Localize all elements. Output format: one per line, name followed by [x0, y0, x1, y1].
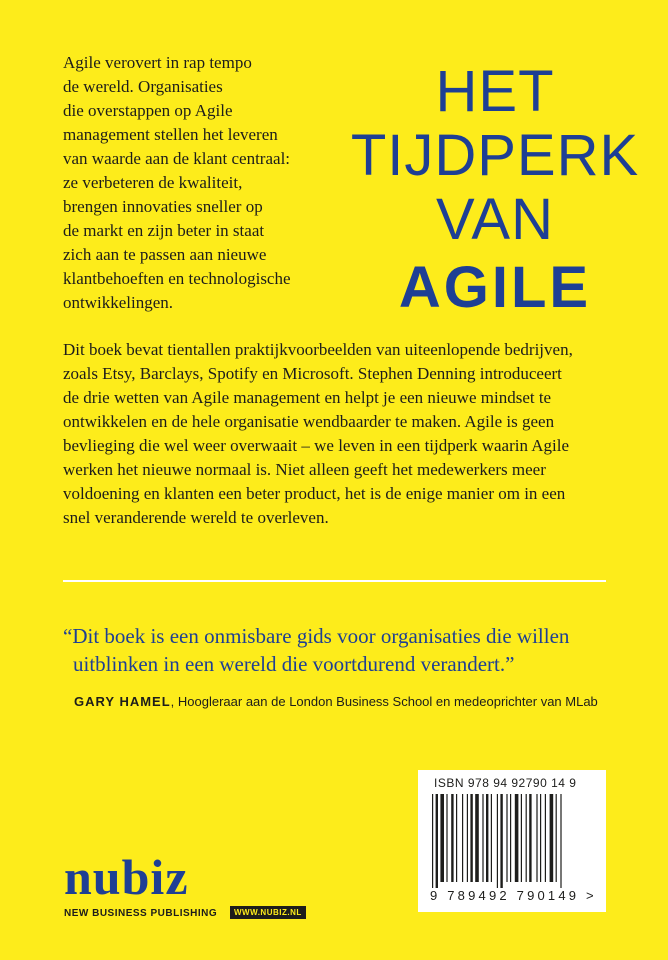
body-line: voldoening en klanten een beter product, het is de enige manier om in een	[63, 484, 566, 503]
title-line-tijdperk: TIJDPERK	[350, 123, 640, 188]
endorsement-quote	[63, 622, 623, 678]
author-role: , Hoogleraar aan de London Business School en medeoprichter van MLab	[170, 694, 598, 709]
body-line: zoals Etsy, Barclays, Spotify en Microsoft. Stephen Denning introduceert	[63, 364, 562, 383]
quote-attribution	[74, 694, 598, 709]
publisher-tagline: NEW BUSINESS PUBLISHING	[64, 908, 218, 919]
divider-line	[63, 580, 606, 582]
publisher-logo: nubiz	[64, 849, 189, 905]
title-line-het: HET	[435, 59, 555, 124]
intro-paragraph	[63, 51, 363, 315]
barcode-panel	[418, 770, 606, 912]
barcode-digits: 9 789492 790149 >	[430, 888, 597, 903]
intro-line: ontwikkelingen.	[63, 293, 174, 312]
author-name: GARY HAMEL	[74, 694, 171, 709]
book-title	[340, 60, 650, 320]
body-line: bevlieging die wel weer overwaait – we leven in een tijdperk waarin Agile	[63, 436, 570, 455]
intro-line: ze verbeteren de kwaliteit,	[63, 173, 243, 192]
publisher-website: WWW.NUBIZ.NL	[230, 906, 306, 919]
intro-line: van waarde aan de klant centraal:	[63, 149, 291, 168]
intro-line: de wereld. Organisaties	[63, 77, 223, 96]
body-line: ontwikkelen en de hele organisatie wendbaarder te maken. Agile is geen	[63, 412, 555, 431]
intro-line: management stellen het leveren	[63, 125, 278, 144]
intro-line: die overstappen op Agile	[63, 101, 233, 120]
intro-line: brengen innovaties sneller op	[63, 197, 263, 216]
body-line: snel veranderende wereld te overleven.	[63, 508, 329, 527]
body-line: werken het nieuwe normaal is. Niet alleen geeft het medewerkers meer	[63, 460, 546, 479]
description-paragraph	[63, 338, 623, 530]
barcode-icon	[432, 794, 592, 888]
intro-line: Agile verovert in rap tempo	[63, 53, 252, 72]
intro-line: zich aan te passen aan nieuwe	[63, 245, 267, 264]
body-line: de drie wetten van Agile management en helpt je een nieuwe mindset te	[63, 388, 552, 407]
quote-line: uitblinken in een wereld die voortdurend verandert.”	[73, 652, 515, 676]
title-line-van: VAN	[436, 187, 554, 252]
body-line: Dit boek bevat tientallen praktijkvoorbeelden van uiteenlopende bedrijven,	[63, 340, 573, 359]
title-line-agile: AGILE	[398, 255, 592, 320]
intro-line: klantbehoeften en technologische	[63, 269, 291, 288]
quote-line: “Dit boek is een onmisbare gids voor organisaties die willen	[63, 624, 570, 648]
intro-line: de markt en zijn beter in staat	[63, 221, 265, 240]
isbn-label: ISBN 978 94 92790 14 9	[434, 776, 577, 790]
